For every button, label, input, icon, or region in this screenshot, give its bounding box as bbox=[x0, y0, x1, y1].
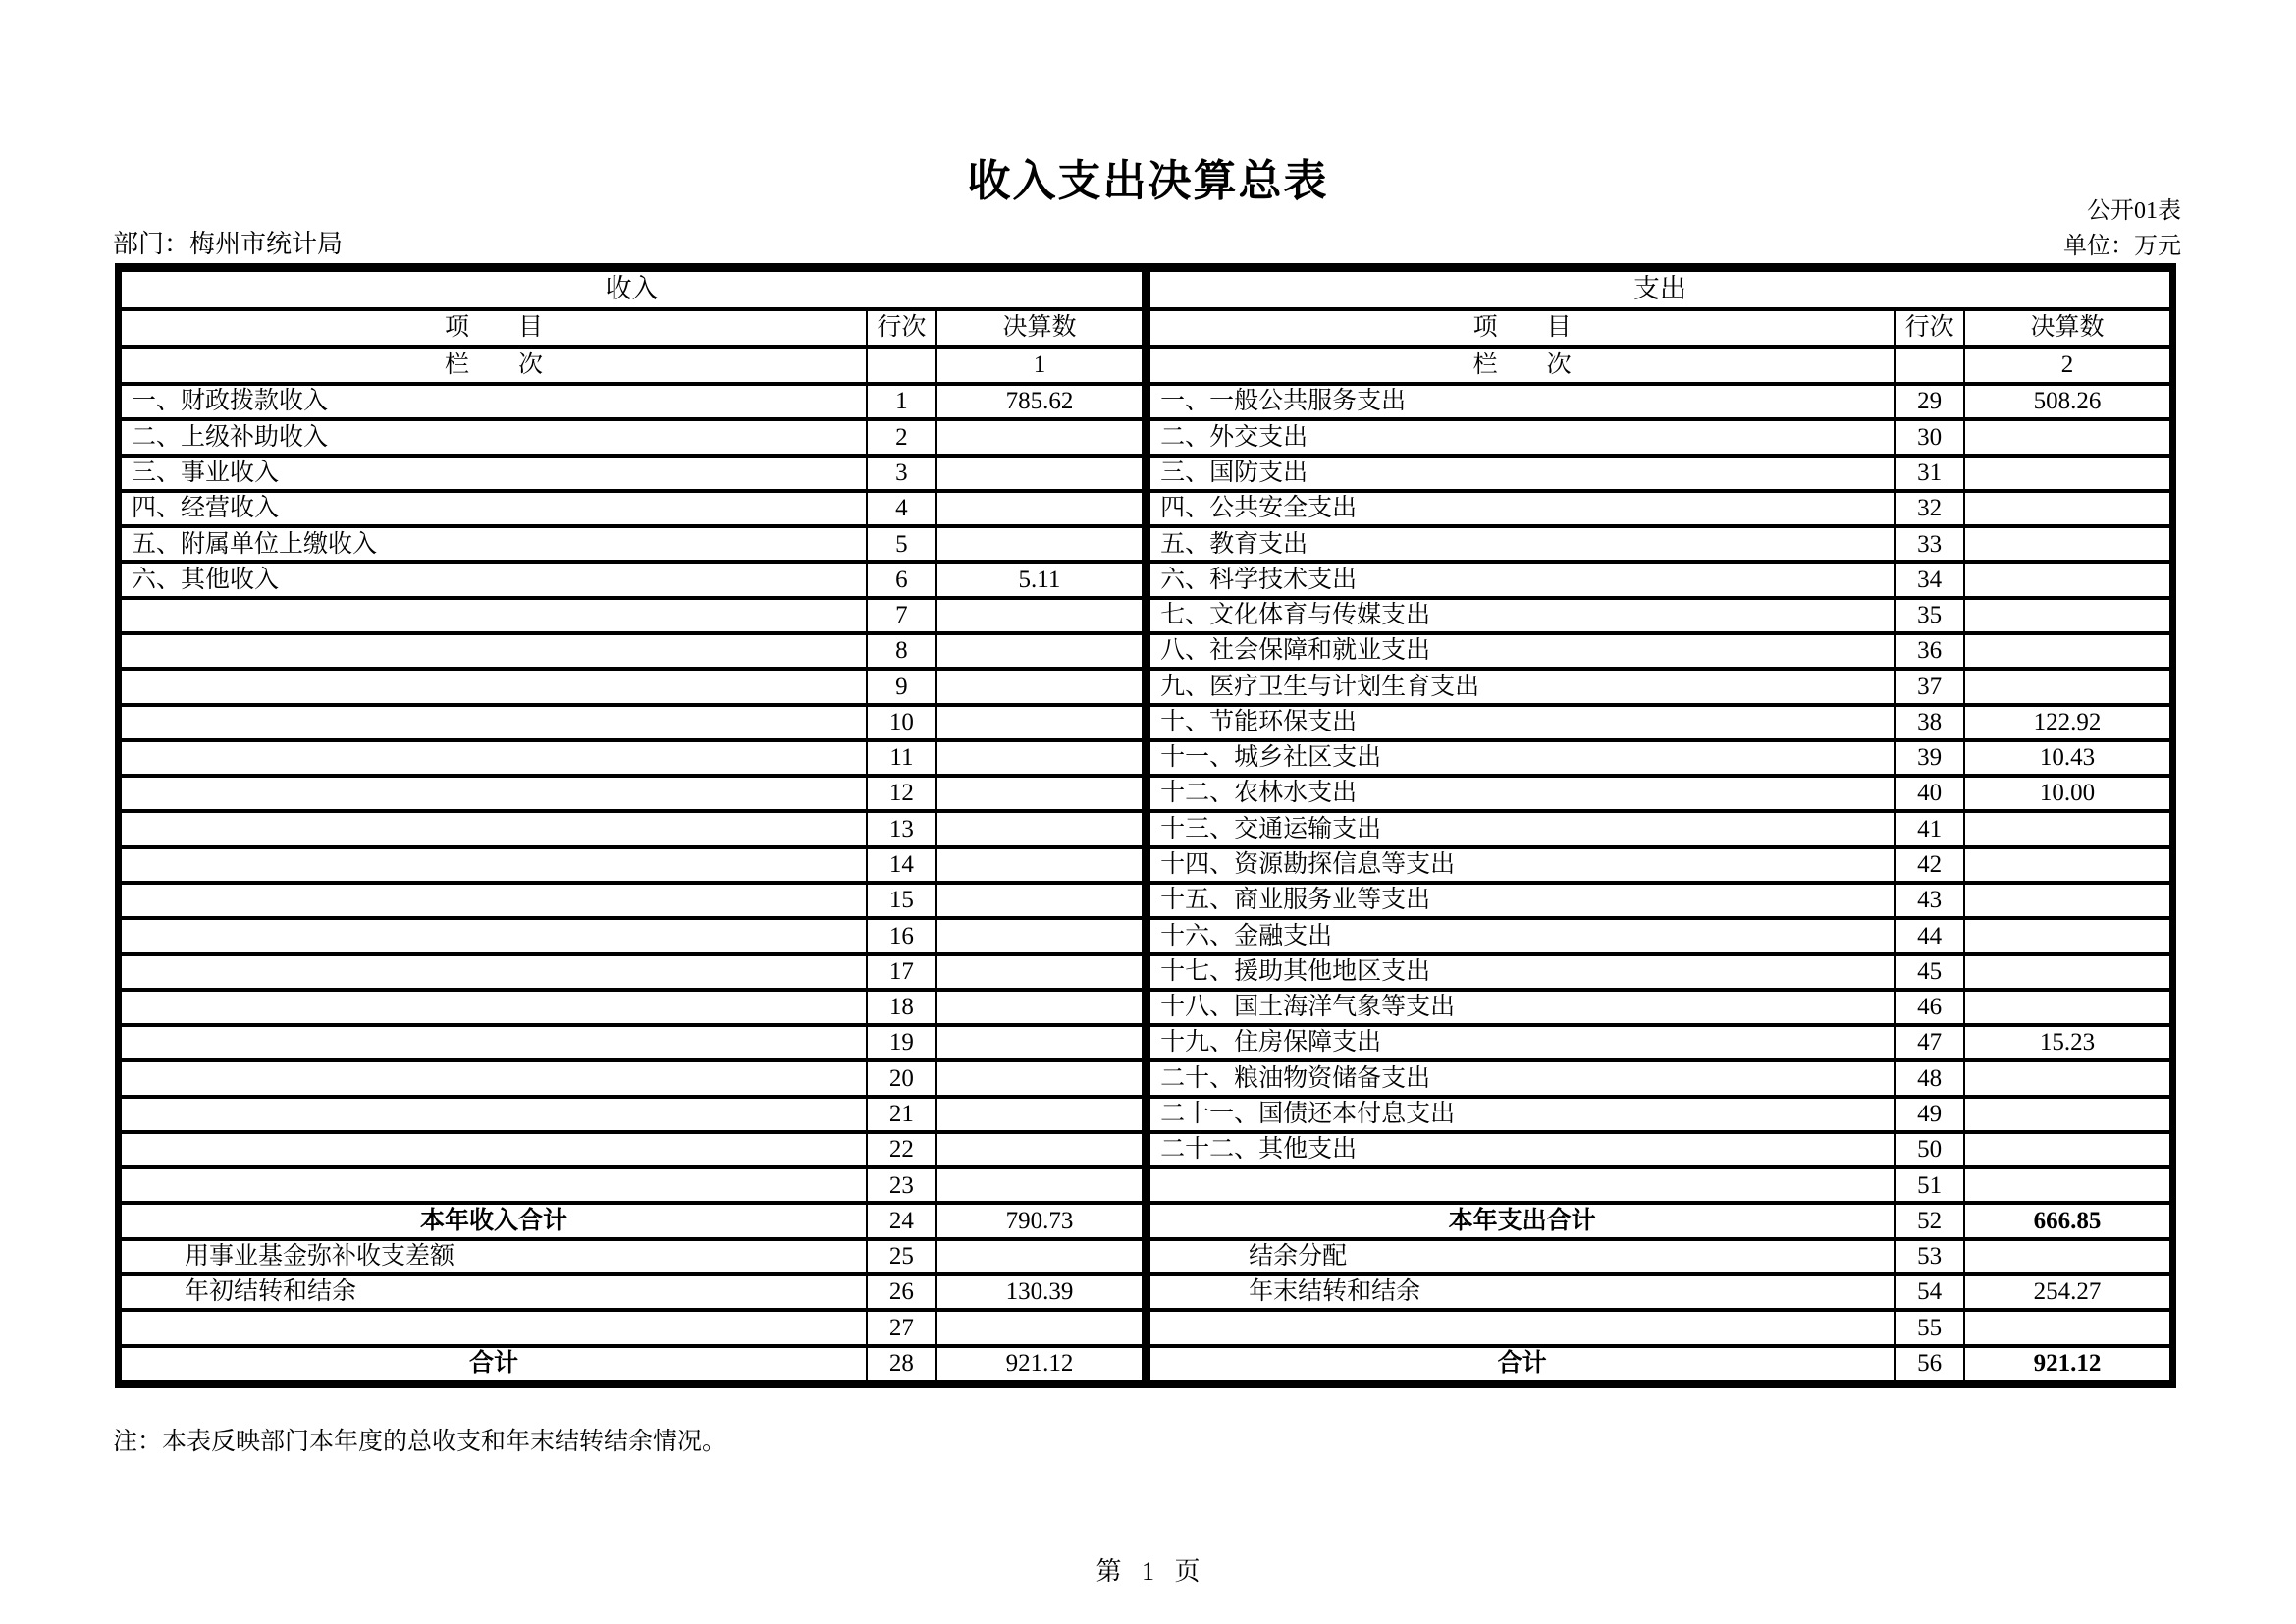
row-line-number: 24 bbox=[867, 1203, 936, 1238]
table-row bbox=[1149, 1310, 2170, 1345]
column-header-line: 行次 bbox=[867, 309, 936, 347]
row-label: 十一、城乡社区支出 bbox=[1149, 740, 1895, 776]
row-amount bbox=[1964, 1239, 2170, 1274]
table-row bbox=[1149, 1274, 2170, 1310]
column-header-amount: 决算数 bbox=[936, 309, 1143, 347]
row-amount bbox=[1964, 526, 2170, 562]
row-label: 二十、粮油物资储备支出 bbox=[1149, 1060, 1895, 1096]
row-label: 十九、住房保障支出 bbox=[1149, 1025, 1895, 1060]
lanci-line-cell bbox=[867, 347, 936, 384]
row-amount bbox=[936, 669, 1143, 704]
row-line-number: 39 bbox=[1895, 740, 1964, 776]
row-label: 本年支出合计 bbox=[1149, 1203, 1895, 1238]
table-row bbox=[1149, 954, 2170, 990]
row-line-number: 13 bbox=[867, 811, 936, 846]
row-amount bbox=[936, 633, 1143, 669]
row-line-number: 27 bbox=[867, 1310, 936, 1345]
row-label: 六、科学技术支出 bbox=[1149, 562, 1895, 597]
row-label bbox=[121, 633, 867, 669]
row-amount bbox=[1964, 633, 2170, 669]
row-line-number: 36 bbox=[1895, 633, 1964, 669]
row-label: 合计 bbox=[1149, 1346, 1895, 1381]
row-amount bbox=[1964, 918, 2170, 953]
row-line-number: 35 bbox=[1895, 598, 1964, 633]
row-label: 一、财政拨款收入 bbox=[121, 384, 867, 419]
row-amount: 5.11 bbox=[936, 562, 1143, 597]
row-line-number: 17 bbox=[867, 954, 936, 990]
row-label bbox=[121, 1060, 867, 1096]
row-amount bbox=[1964, 883, 2170, 918]
table-row bbox=[121, 384, 1143, 419]
row-amount bbox=[1964, 1167, 2170, 1203]
income-table bbox=[120, 268, 1148, 1383]
row-line-number: 8 bbox=[867, 633, 936, 669]
row-label: 九、医疗卫生与计划生育支出 bbox=[1149, 669, 1895, 704]
row-amount bbox=[1964, 847, 2170, 883]
table-row bbox=[1149, 1346, 2170, 1381]
row-label bbox=[121, 776, 867, 811]
table-row bbox=[121, 1346, 1143, 1381]
form-code-label: 公开01表 bbox=[2087, 198, 2181, 224]
row-amount bbox=[1964, 1097, 2170, 1132]
row-amount: 15.23 bbox=[1964, 1025, 2170, 1060]
row-line-number: 49 bbox=[1895, 1097, 1964, 1132]
column-header-line: 行次 bbox=[1895, 309, 1964, 347]
table-row bbox=[1149, 562, 2170, 597]
row-line-number: 7 bbox=[867, 598, 936, 633]
row-label bbox=[121, 954, 867, 990]
row-line-number: 48 bbox=[1895, 1060, 1964, 1096]
row-amount bbox=[936, 1310, 1143, 1345]
row-line-number: 9 bbox=[867, 669, 936, 704]
row-line-number: 47 bbox=[1895, 1025, 1964, 1060]
row-amount bbox=[936, 526, 1143, 562]
row-line-number: 43 bbox=[1895, 883, 1964, 918]
table-row bbox=[121, 847, 1143, 883]
table-row bbox=[1149, 633, 2170, 669]
table-row bbox=[121, 1203, 1143, 1238]
table-row bbox=[1149, 1167, 2170, 1203]
row-label: 十五、商业服务业等支出 bbox=[1149, 883, 1895, 918]
lanci-line-cell bbox=[1895, 347, 1964, 384]
row-line-number: 19 bbox=[867, 1025, 936, 1060]
table-row bbox=[121, 633, 1143, 669]
row-label: 十三、交通运输支出 bbox=[1149, 811, 1895, 846]
table-row bbox=[121, 990, 1143, 1025]
row-line-number: 34 bbox=[1895, 562, 1964, 597]
table-row bbox=[1149, 705, 2170, 740]
row-line-number: 38 bbox=[1895, 705, 1964, 740]
table-row bbox=[121, 491, 1143, 526]
row-line-number: 44 bbox=[1895, 918, 1964, 953]
row-line-number: 40 bbox=[1895, 776, 1964, 811]
row-amount bbox=[936, 1239, 1143, 1274]
department-label: 部门：梅州市统计局 bbox=[113, 230, 344, 258]
row-label bbox=[1149, 1310, 1895, 1345]
column-header-item: 项 目 bbox=[1149, 309, 1895, 347]
row-line-number: 14 bbox=[867, 847, 936, 883]
row-label: 二十二、其他支出 bbox=[1149, 1132, 1895, 1167]
row-line-number: 1 bbox=[867, 384, 936, 419]
lanci-value: 2 bbox=[1964, 347, 2170, 384]
table-row bbox=[121, 456, 1143, 491]
row-amount bbox=[936, 419, 1143, 455]
table-row bbox=[1149, 598, 2170, 633]
row-label: 用事业基金弥补收支差额 bbox=[121, 1239, 867, 1274]
row-line-number: 56 bbox=[1895, 1346, 1964, 1381]
row-amount: 921.12 bbox=[1964, 1346, 2170, 1381]
row-amount bbox=[936, 1167, 1143, 1203]
table-row bbox=[121, 1239, 1143, 1274]
row-amount bbox=[1964, 491, 2170, 526]
row-line-number: 22 bbox=[867, 1132, 936, 1167]
row-amount bbox=[936, 990, 1143, 1025]
row-line-number: 2 bbox=[867, 419, 936, 455]
row-amount bbox=[936, 847, 1143, 883]
table-row bbox=[121, 1310, 1143, 1345]
income-section-title: 收入 bbox=[121, 270, 1143, 309]
row-label bbox=[121, 1167, 867, 1203]
row-amount bbox=[936, 1097, 1143, 1132]
row-label: 二、上级补助收入 bbox=[121, 419, 867, 455]
table-row bbox=[121, 1274, 1143, 1310]
table-row bbox=[1149, 740, 2170, 776]
income-section-row bbox=[121, 270, 1143, 309]
page-title: 收入支出决算总表 bbox=[967, 157, 1329, 205]
row-line-number: 37 bbox=[1895, 669, 1964, 704]
table-row bbox=[121, 1025, 1143, 1060]
row-amount bbox=[1964, 1132, 2170, 1167]
row-line-number: 28 bbox=[867, 1346, 936, 1381]
column-header-item: 项 目 bbox=[121, 309, 867, 347]
page-number: 第 1 页 bbox=[1095, 1557, 1201, 1586]
row-line-number: 42 bbox=[1895, 847, 1964, 883]
table-row bbox=[1149, 1239, 2170, 1274]
table-row bbox=[121, 883, 1143, 918]
row-label: 十、节能环保支出 bbox=[1149, 705, 1895, 740]
row-line-number: 46 bbox=[1895, 990, 1964, 1025]
lanci-label: 栏 次 bbox=[1149, 347, 1895, 384]
row-label: 一、一般公共服务支出 bbox=[1149, 384, 1895, 419]
row-line-number: 20 bbox=[867, 1060, 936, 1096]
row-amount bbox=[1964, 990, 2170, 1025]
row-line-number: 5 bbox=[867, 526, 936, 562]
row-amount bbox=[1964, 456, 2170, 491]
table-row bbox=[1149, 1097, 2170, 1132]
row-line-number: 11 bbox=[867, 740, 936, 776]
row-amount bbox=[936, 918, 1143, 953]
table-row bbox=[1149, 491, 2170, 526]
column-header-amount: 决算数 bbox=[1964, 309, 2170, 347]
row-amount bbox=[1964, 1060, 2170, 1096]
row-amount bbox=[936, 811, 1143, 846]
row-label bbox=[121, 918, 867, 953]
row-amount: 921.12 bbox=[936, 1346, 1143, 1381]
table-row bbox=[121, 918, 1143, 953]
row-line-number: 51 bbox=[1895, 1167, 1964, 1203]
expenditure-section-row bbox=[1149, 270, 2170, 309]
row-label: 本年收入合计 bbox=[121, 1203, 867, 1238]
table-row bbox=[1149, 883, 2170, 918]
income-lanci-row bbox=[121, 347, 1143, 384]
row-line-number: 30 bbox=[1895, 419, 1964, 455]
row-line-number: 33 bbox=[1895, 526, 1964, 562]
table-row bbox=[1149, 526, 2170, 562]
row-line-number: 32 bbox=[1895, 491, 1964, 526]
row-line-number: 55 bbox=[1895, 1310, 1964, 1345]
row-amount bbox=[936, 456, 1143, 491]
row-amount: 122.92 bbox=[1964, 705, 2170, 740]
row-label bbox=[121, 847, 867, 883]
expenditure-lanci-row bbox=[1149, 347, 2170, 384]
row-label: 二、外交支出 bbox=[1149, 419, 1895, 455]
table-row bbox=[1149, 990, 2170, 1025]
row-amount bbox=[936, 954, 1143, 990]
row-amount: 10.00 bbox=[1964, 776, 2170, 811]
row-label bbox=[121, 1132, 867, 1167]
final-accounts-table bbox=[115, 263, 2176, 1388]
row-amount: 130.39 bbox=[936, 1274, 1143, 1310]
table-note: 注：本表反映部门本年度的总收支和年末结转结余情况。 bbox=[113, 1429, 727, 1455]
row-line-number: 16 bbox=[867, 918, 936, 953]
table-row bbox=[1149, 669, 2170, 704]
row-amount bbox=[936, 598, 1143, 633]
row-line-number: 45 bbox=[1895, 954, 1964, 990]
table-row bbox=[1149, 918, 2170, 953]
row-amount bbox=[936, 491, 1143, 526]
table-row bbox=[1149, 419, 2170, 455]
expenditure-column-header-row bbox=[1149, 309, 2170, 347]
row-amount: 785.62 bbox=[936, 384, 1143, 419]
row-amount bbox=[936, 705, 1143, 740]
row-label bbox=[121, 1097, 867, 1132]
income-column-header-row bbox=[121, 309, 1143, 347]
table-row bbox=[121, 1132, 1143, 1167]
table-row bbox=[1149, 847, 2170, 883]
row-label: 四、公共安全支出 bbox=[1149, 491, 1895, 526]
row-line-number: 6 bbox=[867, 562, 936, 597]
table-row bbox=[121, 954, 1143, 990]
table-row bbox=[121, 669, 1143, 704]
row-line-number: 50 bbox=[1895, 1132, 1964, 1167]
row-label: 八、社会保障和就业支出 bbox=[1149, 633, 1895, 669]
row-line-number: 54 bbox=[1895, 1274, 1964, 1310]
row-label: 年初结转和结余 bbox=[121, 1274, 867, 1310]
lanci-value: 1 bbox=[936, 347, 1143, 384]
row-label: 十七、援助其他地区支出 bbox=[1149, 954, 1895, 990]
row-line-number: 26 bbox=[867, 1274, 936, 1310]
table-row bbox=[121, 598, 1143, 633]
row-label: 三、事业收入 bbox=[121, 456, 867, 491]
table-row bbox=[1149, 1060, 2170, 1096]
row-amount bbox=[936, 883, 1143, 918]
table-row bbox=[1149, 456, 2170, 491]
row-label: 七、文化体育与传媒支出 bbox=[1149, 598, 1895, 633]
row-label bbox=[121, 990, 867, 1025]
row-amount bbox=[936, 1132, 1143, 1167]
expenditure-section-title: 支出 bbox=[1149, 270, 2170, 309]
table-row bbox=[121, 1167, 1143, 1203]
row-line-number: 25 bbox=[867, 1239, 936, 1274]
row-label: 三、国防支出 bbox=[1149, 456, 1895, 491]
row-label bbox=[1149, 1167, 1895, 1203]
table-row bbox=[121, 419, 1143, 455]
unit-label: 单位：万元 bbox=[2063, 234, 2181, 259]
row-line-number: 52 bbox=[1895, 1203, 1964, 1238]
row-amount bbox=[1964, 811, 2170, 846]
row-label: 年末结转和结余 bbox=[1149, 1274, 1895, 1310]
row-amount bbox=[936, 776, 1143, 811]
row-label bbox=[121, 705, 867, 740]
table-row bbox=[1149, 811, 2170, 846]
lanci-label: 栏 次 bbox=[121, 347, 867, 384]
table-row bbox=[1149, 1203, 2170, 1238]
row-amount: 254.27 bbox=[1964, 1274, 2170, 1310]
row-label bbox=[121, 1310, 867, 1345]
table-row bbox=[1149, 776, 2170, 811]
row-amount: 508.26 bbox=[1964, 384, 2170, 419]
row-label: 十二、农林水支出 bbox=[1149, 776, 1895, 811]
table-row bbox=[121, 526, 1143, 562]
table-row bbox=[121, 1060, 1143, 1096]
row-label: 合计 bbox=[121, 1346, 867, 1381]
row-line-number: 21 bbox=[867, 1097, 936, 1132]
row-amount: 10.43 bbox=[1964, 740, 2170, 776]
row-label: 四、经营收入 bbox=[121, 491, 867, 526]
row-amount bbox=[1964, 419, 2170, 455]
row-amount bbox=[1964, 1310, 2170, 1345]
table-row bbox=[1149, 384, 2170, 419]
row-line-number: 18 bbox=[867, 990, 936, 1025]
row-label bbox=[121, 598, 867, 633]
row-label bbox=[121, 740, 867, 776]
row-amount: 666.85 bbox=[1964, 1203, 2170, 1238]
row-label: 六、其他收入 bbox=[121, 562, 867, 597]
row-line-number: 41 bbox=[1895, 811, 1964, 846]
row-label: 十四、资源勘探信息等支出 bbox=[1149, 847, 1895, 883]
row-line-number: 29 bbox=[1895, 384, 1964, 419]
row-amount bbox=[936, 740, 1143, 776]
row-label: 五、教育支出 bbox=[1149, 526, 1895, 562]
row-amount bbox=[1964, 598, 2170, 633]
row-line-number: 31 bbox=[1895, 456, 1964, 491]
row-label: 二十一、国债还本付息支出 bbox=[1149, 1097, 1895, 1132]
row-line-number: 15 bbox=[867, 883, 936, 918]
table-row bbox=[121, 1097, 1143, 1132]
table-row bbox=[121, 811, 1143, 846]
row-label bbox=[121, 883, 867, 918]
expenditure-table bbox=[1148, 268, 2171, 1383]
row-amount bbox=[1964, 669, 2170, 704]
row-label: 五、附属单位上缴收入 bbox=[121, 526, 867, 562]
row-label: 结余分配 bbox=[1149, 1239, 1895, 1274]
row-label bbox=[121, 811, 867, 846]
row-line-number: 10 bbox=[867, 705, 936, 740]
row-line-number: 23 bbox=[867, 1167, 936, 1203]
row-line-number: 4 bbox=[867, 491, 936, 526]
row-amount bbox=[936, 1025, 1143, 1060]
table-row bbox=[121, 776, 1143, 811]
row-label: 十六、金融支出 bbox=[1149, 918, 1895, 953]
row-line-number: 3 bbox=[867, 456, 936, 491]
row-line-number: 12 bbox=[867, 776, 936, 811]
row-amount bbox=[936, 1060, 1143, 1096]
row-label bbox=[121, 669, 867, 704]
table-row bbox=[121, 562, 1143, 597]
table-row bbox=[1149, 1025, 2170, 1060]
row-amount: 790.73 bbox=[936, 1203, 1143, 1238]
row-line-number: 53 bbox=[1895, 1239, 1964, 1274]
row-label: 十八、国土海洋气象等支出 bbox=[1149, 990, 1895, 1025]
table-row bbox=[1149, 1132, 2170, 1167]
table-row bbox=[121, 740, 1143, 776]
row-amount bbox=[1964, 562, 2170, 597]
row-amount bbox=[1964, 954, 2170, 990]
row-label bbox=[121, 1025, 867, 1060]
table-row bbox=[121, 705, 1143, 740]
